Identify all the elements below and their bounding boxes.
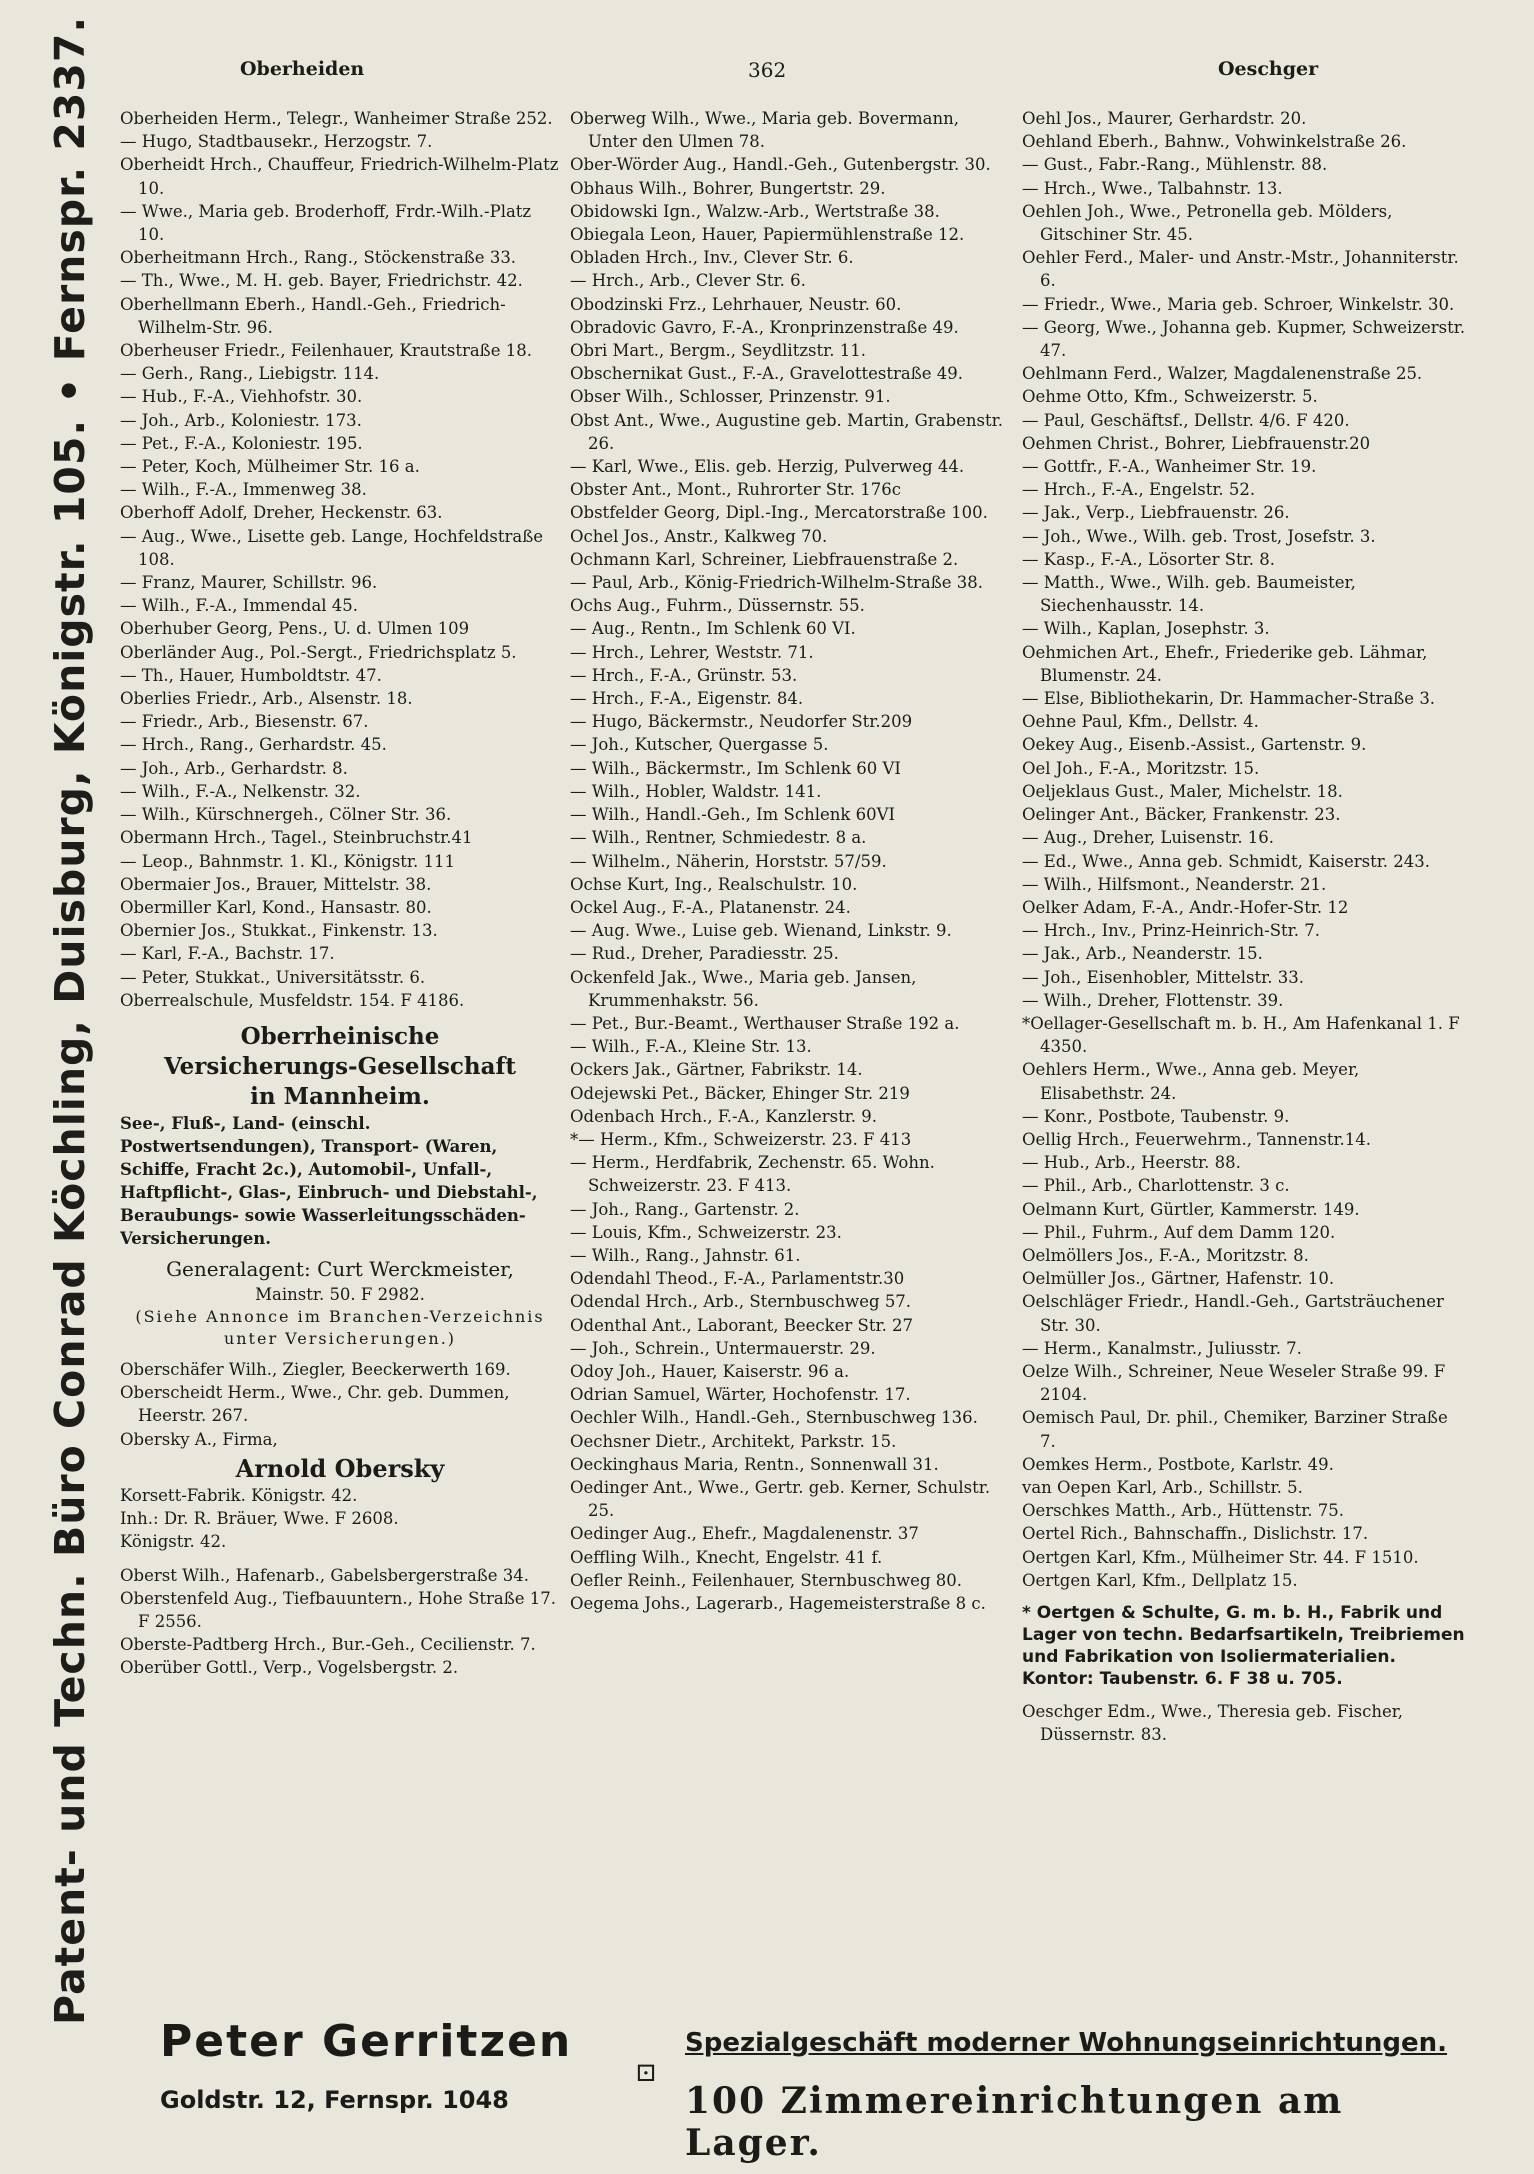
column-3 (1022, 107, 1467, 1746)
directory-entry: — Wilh., Hilfsmont., Neanderstr. 21. (1022, 874, 1327, 894)
header-left-keyword: Oberheiden (240, 58, 365, 80)
directory-entry: Ochse Kurt, Ing., Realschulstr. 10. (570, 874, 858, 894)
directory-entry: Oehne Paul, Kfm., Dellstr. 4. (1022, 712, 1259, 732)
column-2-entries (570, 107, 1010, 1615)
directory-entry: — Phil., Arb., Charlottenstr. 3 c. (1022, 1176, 1290, 1196)
directory-entry: — Else, Bibliothekarin, Dr. Hammacher-Straße 3. (1022, 689, 1436, 709)
directory-entry: — Hub., F.-A., Viehhofstr. 30. (120, 387, 363, 407)
directory-entry: — Karl, Wwe., Elis. geb. Herzig, Pulverweg 44. (570, 457, 965, 477)
directory-entry: Oberschäfer Wilh., Ziegler, Beeckerwerth 169. (120, 1359, 511, 1379)
directory-entry: — Wilh., Kürschnergeh., Cölner Str. 36. (120, 805, 452, 825)
directory-entry: Ober-Wörder Aug., Handl.-Geh., Gutenbergstr. 30. (570, 155, 991, 175)
directory-entry: Oelmann Kurt, Gürtler, Kammerstr. 149. (1022, 1199, 1360, 1219)
directory-entry: — Aug., Wwe., Lisette geb. Lange, Hochfeldstraße 108. (120, 526, 544, 569)
directory-entry: Oehme Otto, Kfm., Schweizerstr. 5. (1022, 387, 1318, 407)
directory-entry: Obri Mart., Bergm., Seydlitzstr. 11. (570, 341, 866, 361)
directory-entry: Ockel Aug., F.-A., Platanenstr. 24. (570, 897, 851, 917)
directory-entry: Obser Wilh., Schlosser, Prinzenstr. 91. (570, 387, 891, 407)
directory-entry: Obschernikat Gust., F.-A., Gravelottestraße 49. (570, 364, 964, 384)
footer-separator-icon: ⊡ (635, 2058, 657, 2088)
directory-entry: Oberhoff Adolf, Dreher, Heckenstr. 63. (120, 503, 443, 523)
directory-entry: Obidowski Ign., Walzw.-Arb., Wertstraße 38. (570, 201, 940, 221)
directory-entry: Ochs Aug., Fuhrm., Düssernstr. 55. (570, 596, 865, 616)
directory-entry: Oeljeklaus Gust., Maler, Michelstr. 18. (1022, 781, 1343, 801)
directory-entry: Oberhellmann Eberh., Handl.-Geh., Friedrich-Wilhelm-Str. 96. (120, 294, 506, 337)
directory-entry: — Joh., Eisenhobler, Mittelstr. 33. (1022, 967, 1304, 987)
directory-entry: Oberüber Gottl., Verp., Vogelsbergstr. 2. (120, 1658, 459, 1678)
directory-entry: Obstfelder Georg, Dipl.-Ing., Mercatorstraße 100. (570, 503, 988, 523)
directory-entry: Oertgen Karl, Kfm., Mülheimer Str. 44. F 1510. (1022, 1547, 1419, 1567)
directory-entry: Ochel Jos., Anstr., Kalkweg 70. (570, 526, 828, 546)
directory-entry: — Louis, Kfm., Schweizerstr. 23. (570, 1222, 842, 1242)
footer-advertisement (150, 2010, 1470, 2164)
directory-entry: Oegema Johs., Lagerarb., Hagemeisterstraße 8 c. (570, 1594, 986, 1613)
directory-entry: — Hrch., F.-A., Grünstr. 53. (570, 665, 798, 685)
directory-entry: — Wilhelm., Näherin, Horststr. 57/59. (570, 851, 887, 871)
directory-entry: Oemisch Paul, Dr. phil., Chemiker, Barziner Straße 7. (1022, 1408, 1448, 1451)
obersky-line-3: Königstr. 42. (120, 1532, 227, 1552)
directory-entry: Oehler Ferd., Maler- und Anstr.-Mstr., Johanniterstr. 6. (1022, 248, 1459, 291)
directory-entry: Obernier Jos., Stukkat., Finkenstr. 13. (120, 921, 438, 941)
directory-entry: Odenthal Ant., Laborant, Beecker Str. 27 (570, 1315, 914, 1335)
directory-entry: — Peter, Stukkat., Universitätsstr. 6. (120, 967, 426, 987)
insurance-note: (Siehe Annonce im Branchen-Verzeichnis unter Versicherungen.) (135, 1306, 545, 1348)
directory-entry: — Hrch., F.-A., Engelstr. 52. (1022, 480, 1256, 500)
directory-entry: — Hub., Arb., Heerstr. 88. (1022, 1153, 1241, 1173)
directory-entry: — Ed., Wwe., Anna geb. Schmidt, Kaiserstr. 243. (1022, 851, 1431, 871)
directory-entry: Obiegala Leon, Hauer, Papiermühlenstraße 12. (570, 225, 965, 245)
directory-entry: — Joh., Arb., Gerhardstr. 8. (120, 758, 348, 778)
directory-entry: — Phil., Fuhrm., Auf dem Damm 120. (1022, 1222, 1336, 1242)
column-3-entries-b (1022, 1700, 1467, 1746)
directory-entry: — Jak., Arb., Neanderstr. 15. (1022, 944, 1263, 964)
directory-entry: Odenbach Hrch., F.-A., Kanzlerstr. 9. (570, 1106, 878, 1126)
directory-entry: — Hrch., Wwe., Talbahnstr. 13. (1022, 178, 1283, 198)
insurance-title-2: Versicherungs-Gesellschaft (163, 1052, 517, 1080)
insurance-title-1: Oberrheinische (240, 1022, 440, 1050)
directory-entry: Oberheidt Hrch., Chauffeur, Friedrich-Wilhelm-Platz 10. (120, 155, 559, 198)
obersky-line-2: Inh.: Dr. R. Bräuer, Wwe. F 2608. (120, 1509, 399, 1529)
column-3-entries (1022, 107, 1467, 1592)
directory-entry: Ockenfeld Jak., Wwe., Maria geb. Jansen, Krummenhakstr. 56. (570, 967, 917, 1010)
directory-entry: Oelmöllers Jos., F.-A., Moritzstr. 8. (1022, 1245, 1309, 1265)
directory-entry: Odendal Hrch., Arb., Sternbuschweg 57. (570, 1292, 912, 1312)
directory-entry: — Pet., Bur.-Beamt., Werthauser Straße 192 a. (570, 1013, 960, 1033)
directory-entry: — Friedr., Wwe., Maria geb. Schroer, Winkelstr. 30. (1022, 294, 1455, 314)
directory-entry: Oberste-Padtberg Hrch., Bur.-Geh., Cecilienstr. 7. (120, 1635, 536, 1655)
directory-entry: — Hrch., Rang., Gerhardstr. 45. (120, 735, 387, 755)
directory-entry: Ockers Jak., Gärtner, Fabrikstr. 14. (570, 1060, 863, 1080)
directory-entry: — Wilh., F.-A., Immenweg 38. (120, 480, 367, 500)
directory-entry: — Jak., Verp., Liebfrauenstr. 26. (1022, 503, 1290, 523)
directory-entry: — Hrch., Lehrer, Weststr. 71. (570, 642, 814, 662)
column-1-entries-b (120, 1358, 560, 1451)
directory-entry: — Herm., Kanalmstr., Juliusstr. 7. (1022, 1338, 1302, 1358)
insurance-advertisement (120, 1022, 560, 1350)
directory-entry: Odoy Joh., Hauer, Kaiserstr. 96 a. (570, 1361, 850, 1381)
directory-entry: Obermann Hrch., Tagel., Steinbruchstr.41 (120, 828, 473, 848)
directory-entry: — Hrch., F.-A., Eigenstr. 84. (570, 689, 804, 709)
directory-entry: Oberscheidt Herm., Wwe., Chr. geb. Dummen, Heerstr. 267. (120, 1383, 510, 1426)
directory-entry: — Joh., Kutscher, Quergasse 5. (570, 735, 829, 755)
directory-entry: Oberländer Aug., Pol.-Sergt., Friedrichsplatz 5. (120, 642, 517, 662)
directory-entry: Oerschkes Matth., Arb., Hüttenstr. 75. (1022, 1501, 1345, 1521)
directory-entry: — Rud., Dreher, Paradiesstr. 25. (570, 944, 839, 964)
footer-company-address: Goldstr. 12, Fernspr. 1048 (160, 2086, 509, 2114)
directory-entry: Oelschläger Friedr., Handl.-Geh., Gartsträuchener Str. 30. (1022, 1292, 1444, 1335)
insurance-title-3: in Mannheim. (250, 1082, 430, 1110)
insurance-agent: Generalagent: Curt Werckmeister, (166, 1256, 514, 1281)
directory-entry: — Aug. Wwe., Luise geb. Wienand, Linkstr. 9. (570, 921, 952, 941)
directory-entry: — Leop., Bahnmstr. 1. Kl., Königstr. 111 (120, 851, 455, 871)
directory-entry: — Joh., Wwe., Wilh. geb. Trost, Josefstr. 3. (1022, 526, 1376, 546)
oertgen-advertisement: * Oertgen & Schulte, G. m. b. H., Fabrik und Lager von techn. Bedarfsartikeln, Treibriemen und Fabrikation von Isoliermaterialien. Kontor: Taubenstr. 6. F 38 u. 705. (1022, 1603, 1465, 1689)
directory-entry: Oberweg Wilh., Wwe., Maria geb. Bovermann, Unter den Ulmen 78. (570, 109, 959, 152)
directory-entry: — Herm., Herdfabrik, Zechenstr. 65. Wohn. Schweizerstr. 23. F 413. (570, 1153, 935, 1196)
directory-entry: — Peter, Koch, Mülheimer Str. 16 a. (120, 457, 420, 477)
directory-entry: Obradovic Gavro, F.-A., Kronprinzenstraße 49. (570, 317, 959, 337)
directory-entry: Oberst Wilh., Hafenarb., Gabelsbergerstraße 34. (120, 1565, 530, 1585)
directory-entry: — Paul, Geschäftsf., Dellstr. 4/6. F 420. (1022, 410, 1350, 430)
directory-entry: — Gerh., Rang., Liebigstr. 114. (120, 364, 380, 384)
directory-entry: Oemkes Herm., Postbote, Karlstr. 49. (1022, 1454, 1334, 1474)
directory-entry: Obster Ant., Mont., Ruhrorter Str. 176c (570, 480, 901, 500)
directory-entry: — Konr., Postbote, Taubenstr. 9. (1022, 1106, 1290, 1126)
directory-entry: Oberheuser Friedr., Feilenhauer, Krautstraße 18. (120, 341, 532, 361)
directory-entry: *Oellager-Gesellschaft m. b. H., Am Hafenkanal 1. F 4350. (1022, 1013, 1460, 1057)
directory-entry: — Wilh., Bäckermstr., Im Schlenk 60 VI (570, 758, 901, 778)
directory-entry: *— Herm., Kfm., Schweizerstr. 23. F 413 (570, 1129, 912, 1149)
footer-specialty: Spezialgeschäft moderner Wohnungseinrichtungen. (685, 2028, 1448, 2058)
directory-entry: — Franz, Maurer, Schillstr. 96. (120, 573, 378, 593)
directory-entry: Odejewski Pet., Bäcker, Ehinger Str. 219 (570, 1083, 910, 1103)
directory-entry: van Oepen Karl, Arb., Schillstr. 5. (1022, 1477, 1303, 1497)
obersky-line-1: Korsett-Fabrik. Königstr. 42. (120, 1485, 358, 1505)
header-right-keyword: Oeschger (1218, 58, 1319, 80)
directory-entry: — Joh., Rang., Gartenstr. 2. (570, 1199, 800, 1219)
directory-entry: Oeckinghaus Maria, Rentn., Sonnenwall 31. (570, 1454, 939, 1474)
directory-entry: Oberrealschule, Musfeldstr. 154. F 4186. (120, 990, 465, 1010)
directory-entry: — Wilh., F.-A., Kleine Str. 13. (570, 1037, 812, 1057)
directory-entry: — Wilh., F.-A., Nelkenstr. 32. (120, 781, 361, 801)
directory-entry: — Hrch., Inv., Prinz-Heinrich-Str. 7. (1022, 921, 1320, 941)
directory-entry: Oelinger Ant., Bäcker, Frankenstr. 23. (1022, 805, 1341, 825)
directory-entry: Obladen Hrch., Inv., Clever Str. 6. (570, 248, 854, 268)
column-2 (570, 107, 1010, 1615)
directory-entry: Oberhuber Georg, Pens., U. d. Ulmen 109 (120, 619, 470, 639)
directory-entry: Oehlers Herm., Wwe., Anna geb. Meyer, Elisabethstr. 24. (1022, 1060, 1360, 1103)
directory-entry: — Wilh., Dreher, Flottenstr. 39. (1022, 990, 1284, 1010)
obersky-advertisement (120, 1453, 560, 1554)
insurance-text: See-, Fluß-, Land- (einschl. Postwertsendungen), Transport- (Waren, Schiffe, Fracht 2c.), Automobil-, Unfall-, Haftpflicht-, Glas-, Einbruch- und Diebstahl-, Beraubungs- sowie Wasserleitungsschäden-Versicherungen. (120, 1113, 538, 1248)
directory-entry: Odrian Samuel, Wärter, Hochofenstr. 17. (570, 1385, 911, 1405)
directory-entry: — Joh., Schrein., Untermauerstr. 29. (570, 1338, 876, 1358)
directory-entry: Oberheitmann Hrch., Rang., Stöckenstraße 33. (120, 248, 517, 268)
directory-entry: — Aug., Rentn., Im Schlenk 60 VI. (570, 619, 856, 639)
directory-entry: Oehmichen Art., Ehefr., Friederike geb. Lähmar, Blumenstr. 24. (1022, 642, 1428, 685)
directory-entry: Obermiller Karl, Kond., Hansastr. 80. (120, 897, 432, 917)
insurance-address: Mainstr. 50. F 2982. (255, 1284, 425, 1304)
directory-entry: Oeffling Wilh., Knecht, Engelstr. 41 f. (570, 1547, 883, 1567)
column-1 (120, 107, 560, 1680)
directory-entry: — Gust., Fabr.-Rang., Mühlenstr. 88. (1022, 155, 1328, 175)
directory-entry: — Hugo, Bäckermstr., Neudorfer Str.209 (570, 712, 913, 732)
directory-entry: Oehlen Joh., Wwe., Petronella geb. Mölders, Gitschiner Str. 45. (1022, 201, 1393, 245)
directory-entry: Oefler Reinh., Feilenhauer, Sternbuschweg 80. (570, 1570, 962, 1590)
obersky-name: Arnold Obersky (235, 1453, 445, 1483)
directory-entry: Ochmann Karl, Schreiner, Liebfrauenstraße 2. (570, 549, 959, 569)
directory-entry: — Georg, Wwe., Johanna geb. Kupmer, Schweizerstr. 47. (1022, 317, 1466, 361)
directory-entry: Oelze Wilh., Schreiner, Neue Weseler Straße 99. F 2104. (1022, 1361, 1446, 1405)
directory-entry: Oechler Wilh., Handl.-Geh., Sternbuschweg 136. (570, 1408, 978, 1428)
directory-entry: — Pet., F.-A., Koloniestr. 195. (120, 433, 363, 453)
directory-entry: — Th., Wwe., M. H. geb. Bayer, Friedrichstr. 42. (120, 271, 523, 291)
directory-entry: — Kasp., F.-A., Lösorter Str. 8. (1022, 549, 1275, 569)
directory-entry: Obhaus Wilh., Bohrer, Bungertstr. 29. (570, 178, 886, 198)
directory-entry: Obst Ant., Wwe., Augustine geb. Martin, Grabenstr. 26. (570, 410, 1003, 453)
column-1-entries (120, 107, 560, 1012)
directory-entry: — Wilh., F.-A., Immendal 45. (120, 596, 359, 616)
directory-entry: — Wilh., Rang., Jahnstr. 61. (570, 1245, 801, 1265)
directory-entry: — Wwe., Maria geb. Broderhoff, Frdr.-Wilh.-Platz 10. (120, 201, 532, 245)
directory-entry: Oehmen Christ., Bohrer, Liebfrauenstr.20 (1022, 433, 1371, 453)
directory-entry: Oelker Adam, F.-A., Andr.-Hofer-Str. 12 (1022, 897, 1349, 917)
directory-entry: Oellig Hrch., Feuerwehrm., Tannenstr.14. (1022, 1129, 1372, 1149)
directory-entry: — Th., Hauer, Humboldtstr. 47. (120, 665, 382, 685)
directory-entry: Oedinger Aug., Ehefr., Magdalenenstr. 37 (570, 1524, 919, 1544)
directory-entry: Oedinger Ant., Wwe., Gertr. geb. Kerner, Schulstr. 25. (570, 1477, 991, 1521)
directory-entry: — Wilh., Kaplan, Josephstr. 3. (1022, 619, 1270, 639)
directory-entry: Oberheiden Herm., Telegr., Wanheimer Straße 252. (120, 109, 553, 128)
directory-entry: Oberstenfeld Aug., Tiefbauuntern., Hohe Straße 17. F 2556. (120, 1588, 556, 1631)
directory-entry: Oberlies Friedr., Arb., Alsenstr. 18. (120, 689, 413, 709)
directory-entry: Obermaier Jos., Brauer, Mittelstr. 38. (120, 874, 432, 894)
directory-entry: Oechsner Dietr., Architekt, Parkstr. 15. (570, 1431, 897, 1451)
directory-entry: Oel Joh., F.-A., Moritzstr. 15. (1022, 758, 1260, 778)
directory-entry: Oeschger Edm., Wwe., Theresia geb. Fischer, Düssernstr. 83. (1022, 1702, 1404, 1745)
directory-entry: Obersky A., Firma, (120, 1429, 278, 1449)
directory-entry: — Gottfr., F.-A., Wanheimer Str. 19. (1022, 457, 1317, 477)
directory-entry: Oertgen Karl, Kfm., Dellplatz 15. (1022, 1570, 1298, 1590)
page-number: 362 (748, 58, 787, 82)
directory-entry: — Aug., Dreher, Luisenstr. 16. (1022, 828, 1275, 848)
footer-company-name: Peter Gerritzen (160, 2016, 573, 2067)
footer-rooms: 100 Zimmereinrichtungen am Lager. (685, 2080, 1344, 2164)
directory-entry: — Hugo, Stadtbausekr., Herzogstr. 7. (120, 132, 433, 152)
directory-entry: Oehlmann Ferd., Walzer, Magdalenenstraße 25. (1022, 364, 1423, 384)
directory-entry: Oekey Aug., Eisenb.-Assist., Gartenstr. 9. (1022, 735, 1367, 755)
directory-entry: — Matth., Wwe., Wilh. geb. Baumeister, Siechenhausstr. 14. (1022, 573, 1356, 616)
directory-entry: Oelmüller Jos., Gärtner, Hafenstr. 10. (1022, 1269, 1335, 1289)
directory-entry: — Wilh., Rentner, Schmiedestr. 8 a. (570, 828, 867, 848)
directory-entry: Obodzinski Frz., Lehrhauer, Neustr. 60. (570, 294, 902, 314)
column-1-entries-c (120, 1564, 560, 1680)
directory-entry: — Hrch., Arb., Clever Str. 6. (570, 271, 806, 291)
directory-entry: — Wilh., Hobler, Waldstr. 141. (570, 781, 822, 801)
directory-entry: — Joh., Arb., Koloniestr. 173. (120, 410, 362, 430)
directory-entry: — Karl, F.-A., Bachstr. 17. (120, 944, 335, 964)
directory-entry: — Friedr., Arb., Biesenstr. 67. (120, 712, 369, 732)
directory-entry: — Paul, Arb., König-Friedrich-Wilhelm-Straße 38. (570, 573, 983, 593)
directory-entry: Oertel Rich., Bahnschaffn., Dislichstr. 17. (1022, 1524, 1369, 1544)
directory-entry: Oehland Eberh., Bahnw., Vohwinkelstraße 26. (1022, 132, 1407, 152)
directory-entry: — Wilh., Handl.-Geh., Im Schlenk 60VI (570, 805, 896, 825)
directory-entry: Oehl Jos., Maurer, Gerhardstr. 20. (1022, 109, 1307, 128)
side-advertisement: Patent- und Techn. Büro Conrad Köchling, Duisburg, Königstr. 105. • Fernspr. 2337. (46, 15, 94, 2025)
directory-entry: Odendahl Theod., F.-A., Parlamentstr.30 (570, 1269, 905, 1289)
